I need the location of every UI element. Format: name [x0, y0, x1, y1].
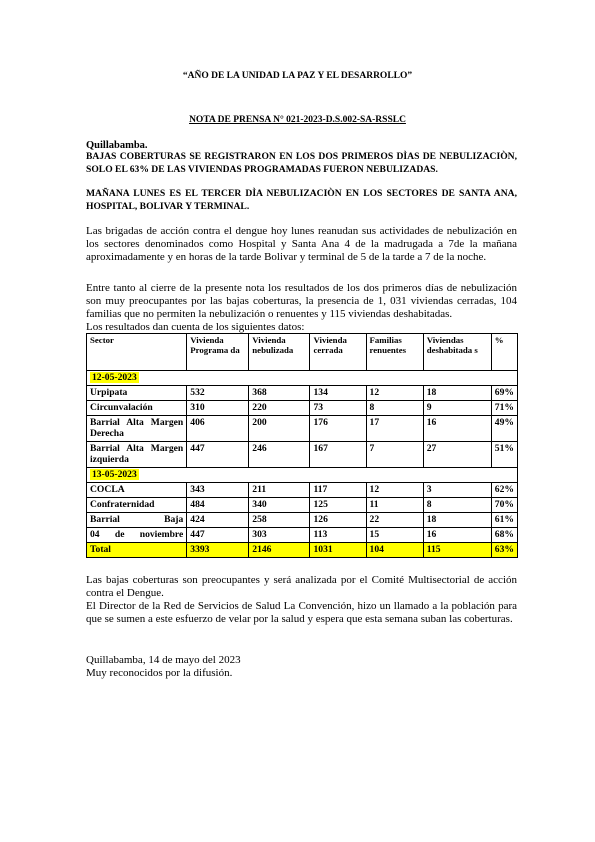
col-deshabitadas: Viviendas deshabitada s [423, 334, 491, 371]
results-table [86, 333, 518, 558]
col-renuentes: Familias renuentes [366, 334, 423, 371]
value-cell: 167 [310, 442, 366, 468]
value-cell: 343 [187, 483, 249, 498]
col-nebulizada: Vivienda nebulizada [249, 334, 310, 371]
highlight: 1031 [313, 544, 362, 555]
value-cell: 27 [423, 442, 491, 468]
value-cell: 49% [491, 416, 517, 442]
value-cell: 484 [187, 498, 249, 513]
value-cell: 126 [310, 513, 366, 528]
sector-cell: Urpipata [87, 386, 187, 401]
value-cell: 310 [187, 401, 249, 416]
table-row [87, 528, 518, 543]
table-header-row [87, 334, 518, 371]
sector-cell: Barrial Alta Margen izquierda [87, 442, 187, 468]
highlight: Total [90, 544, 183, 555]
sector-cell: Barrial Baja [87, 513, 187, 528]
value-cell: 68% [491, 528, 517, 543]
sector-cell: COCLA [87, 483, 187, 498]
paragraph-1: Las brigadas de acción contra el dengue hoy lunes reanudan sus actividades de nebulización en los sectores denominados como Hospital y Santa Ana 4 de la madrugada a 7de la mañana aproximadamente y en horas de la tarde Bolivar y terminal de 5 de la tarde a 7 de la noche. [86, 225, 517, 263]
value-cell: 117 [310, 483, 366, 498]
value-cell: 447 [187, 528, 249, 543]
value-cell: 22 [366, 513, 423, 528]
table-row [87, 513, 518, 528]
sector-cell: 04 de noviembre [87, 528, 187, 543]
value-cell: 176 [310, 416, 366, 442]
total-value [423, 543, 491, 558]
table-row [87, 498, 518, 513]
highlight: 104 [370, 544, 420, 555]
value-cell: 9 [423, 401, 491, 416]
table-row [87, 483, 518, 498]
value-cell: 62% [491, 483, 517, 498]
value-cell: 246 [249, 442, 310, 468]
value-cell: 211 [249, 483, 310, 498]
value-cell: 12 [366, 386, 423, 401]
highlight: 2146 [252, 544, 306, 555]
headline-2: MAÑANA LUNES ES EL TERCER DÌA NEBULIZACIÒN EN LOS SECTORES DE SANTA ANA, HOSPITAL, BOLIVAR Y TERMINAL. [86, 188, 517, 212]
date-row-1 [87, 371, 518, 386]
value-cell: 73 [310, 401, 366, 416]
paragraph-4: Las bajas coberturas son preocupantes y será analizada por el Comité Multisectorial de acción contra el Dengue. [86, 574, 517, 599]
value-cell: 11 [366, 498, 423, 513]
highlight: 3393 [190, 544, 245, 555]
value-cell: 113 [310, 528, 366, 543]
sector-cell: Circunvalación [87, 401, 187, 416]
col-programada: Vivienda Programa da [187, 334, 249, 371]
total-value [366, 543, 423, 558]
value-cell: 134 [310, 386, 366, 401]
value-cell: 340 [249, 498, 310, 513]
table-row [87, 416, 518, 442]
highlight: 115 [427, 544, 488, 555]
col-percent: % [491, 334, 517, 371]
total-value [310, 543, 366, 558]
highlight: 63% [494, 544, 514, 555]
date-label: 13-05-2023 [92, 469, 137, 480]
total-value [249, 543, 310, 558]
value-cell: 8 [366, 401, 423, 416]
closing-place-date: Quillabamba, 14 de mayo del 2023 [86, 654, 241, 666]
value-cell: 70% [491, 498, 517, 513]
paragraph-3: Los resultados dan cuenta de los siguientes datos: [86, 321, 305, 333]
value-cell: 15 [366, 528, 423, 543]
date-label: 12-05-2023 [92, 372, 137, 383]
value-cell: 8 [423, 498, 491, 513]
value-cell: 368 [249, 386, 310, 401]
value-cell: 125 [310, 498, 366, 513]
col-cerrada: Vivienda cerrada [310, 334, 366, 371]
value-cell: 220 [249, 401, 310, 416]
value-cell: 258 [249, 513, 310, 528]
table-body [87, 371, 518, 558]
value-cell: 61% [491, 513, 517, 528]
sector-cell: Confraternidad [87, 498, 187, 513]
paragraph-2: Entre tanto al cierre de la presente nota los resultados de los dos primeros días de nebulización son muy preocupantes por las bajas coberturas, la presencia de 1, 031 viviendas cerradas, 104 familias que no permiten la nebulización o renuentes y 115 viviendas deshabitadas. [86, 282, 517, 320]
value-cell: 51% [491, 442, 517, 468]
value-cell: 16 [423, 416, 491, 442]
value-cell: 424 [187, 513, 249, 528]
value-cell: 303 [249, 528, 310, 543]
total-row [87, 543, 518, 558]
table-row [87, 386, 518, 401]
value-cell: 447 [187, 442, 249, 468]
value-cell: 17 [366, 416, 423, 442]
value-cell: 16 [423, 528, 491, 543]
value-cell: 71% [491, 401, 517, 416]
table-row [87, 442, 518, 468]
value-cell: 532 [187, 386, 249, 401]
table-row [87, 401, 518, 416]
closing-thanks: Muy reconocidos por la difusión. [86, 667, 233, 679]
date-row-2 [87, 468, 518, 483]
value-cell: 406 [187, 416, 249, 442]
total-label [87, 543, 187, 558]
location: Quillabamba. [86, 140, 148, 151]
total-value [491, 543, 517, 558]
value-cell: 7 [366, 442, 423, 468]
year-title: “AÑO DE LA UNIDAD LA PAZ Y EL DESARROLLO” [182, 71, 413, 81]
press-note-title: NOTA DE PRENSA N° 021-2023-D.S.002-SA-RSSLC [189, 115, 406, 125]
headline-1: BAJAS COBERTURAS SE REGISTRARON EN LOS DOS PRIMEROS DÌAS DE NEBULIZACIÒN, SOLO EL 63% DE LAS VIVIENDAS PROGRAMADAS FUERON NEBULIZADAS. [86, 151, 517, 175]
value-cell: 18 [423, 513, 491, 528]
value-cell: 12 [366, 483, 423, 498]
total-value [187, 543, 249, 558]
value-cell: 18 [423, 386, 491, 401]
value-cell: 69% [491, 386, 517, 401]
col-sector: Sector [87, 334, 187, 371]
value-cell: 200 [249, 416, 310, 442]
paragraph-5: El Director de la Red de Servicios de Salud La Convención, hizo un llamado a la población para que se sumen a este esfuerzo de velar por la salud y espera que esta semana suban las coberturas. [86, 600, 517, 625]
sector-cell: Barrial Alta Margen Derecha [87, 416, 187, 442]
value-cell: 3 [423, 483, 491, 498]
